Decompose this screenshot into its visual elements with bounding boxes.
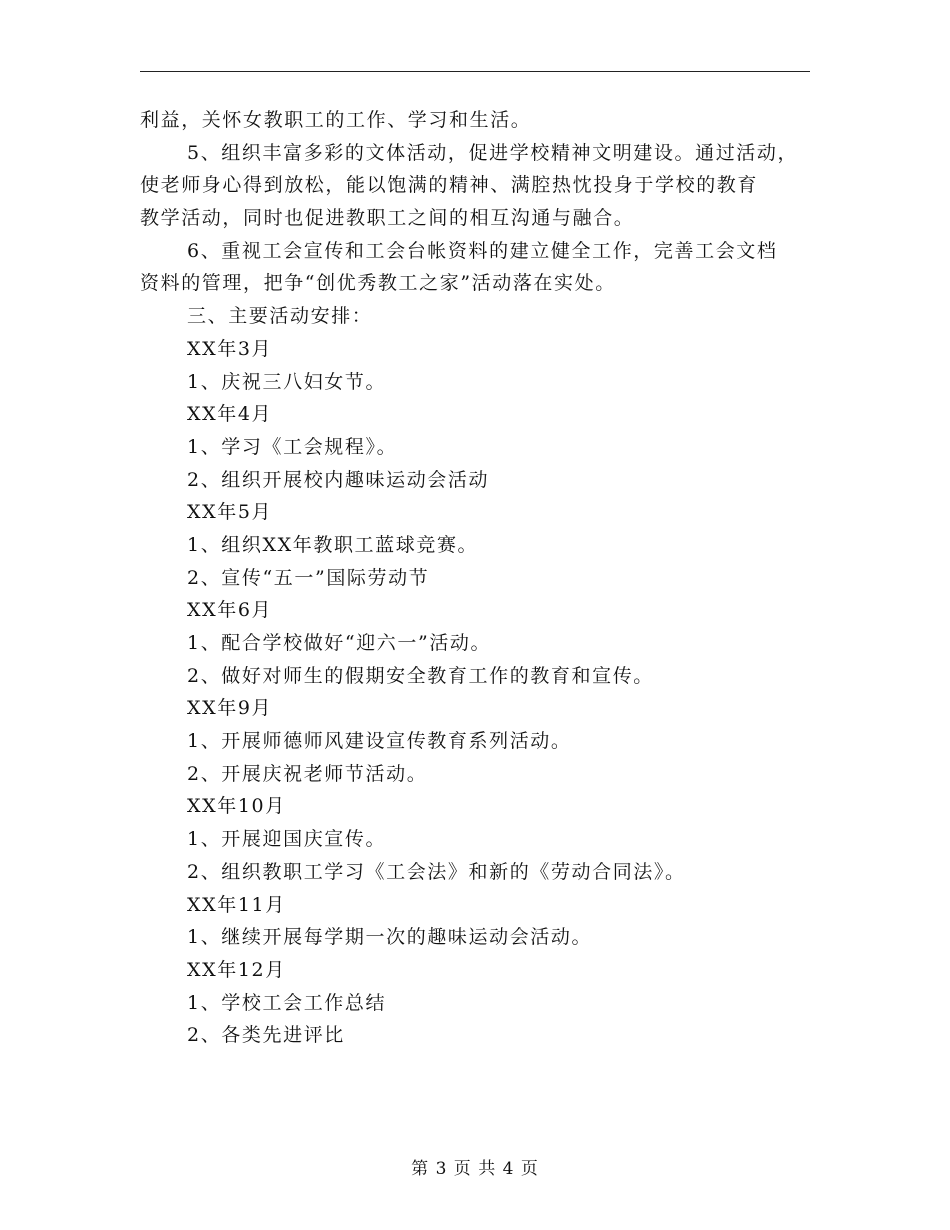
month-heading: XX年6月 (187, 599, 273, 622)
page-number-footer: 第 3 页 共 4 页 (411, 1159, 539, 1179)
month-heading: XX年9月 (187, 697, 273, 720)
list-item: 1、开展师德师风建设宣传教育系列活动。 (187, 730, 572, 753)
list-item: 1、配合学校做好“迎六一”活动。 (187, 632, 492, 654)
month-heading: XX年4月 (187, 403, 273, 426)
list-item: 2、开展庆祝老师节活动。 (187, 762, 428, 785)
section-heading: 三、主要活动安排： (187, 305, 373, 328)
document-body (140, 104, 820, 1052)
list-item: 1、组织XX年教职工蓝球竞赛。 (187, 533, 479, 556)
text-line: 5、组织丰富多彩的文体活动，促进学校精神文明建设。通过活动， (187, 141, 799, 164)
list-item: 1、学习《工会规程》。 (187, 435, 398, 458)
text-line: 教学活动，同时也促进教职工之间的相互沟通与融合。 (140, 207, 635, 230)
list-item: 2、组织开展校内趣味运动会活动 (187, 468, 490, 491)
list-item: 2、各类先进评比 (187, 1024, 345, 1047)
list-item: 2、做好对师生的假期安全教育工作的教育和宣传。 (187, 664, 654, 687)
list-item: 2、组织教职工学习《工会法》和新的《劳动合同法》。 (187, 860, 686, 883)
header-rule (140, 71, 810, 72)
list-item: 1、学校工会工作总结 (187, 991, 387, 1014)
month-heading: XX年5月 (187, 501, 273, 524)
text-line: 使老师身心得到放松，能以饱满的精神、满腔热忱投身于学校的教育 (140, 174, 759, 197)
list-item: 1、庆祝三八妇女节。 (187, 370, 387, 393)
text-line: 资料的管理，把争“创优秀教工之家”活动落在实处。 (140, 272, 616, 295)
list-item: 1、开展迎国庆宣传。 (187, 828, 387, 851)
month-heading: XX年3月 (187, 337, 273, 360)
list-item: 1、继续开展每学期一次的趣味运动会活动。 (187, 926, 593, 949)
list-item: 2、宣传“五一”国际劳动节 (187, 566, 430, 589)
month-heading: XX年12月 (187, 958, 286, 981)
text-line: 利益，关怀女教职工的工作、学习和生活。 (140, 109, 532, 131)
month-heading: XX年11月 (187, 893, 286, 916)
month-heading: XX年10月 (187, 795, 286, 818)
text-line: 6、重视工会宣传和工会台帐资料的建立健全工作，完善工会文档 (187, 239, 778, 262)
